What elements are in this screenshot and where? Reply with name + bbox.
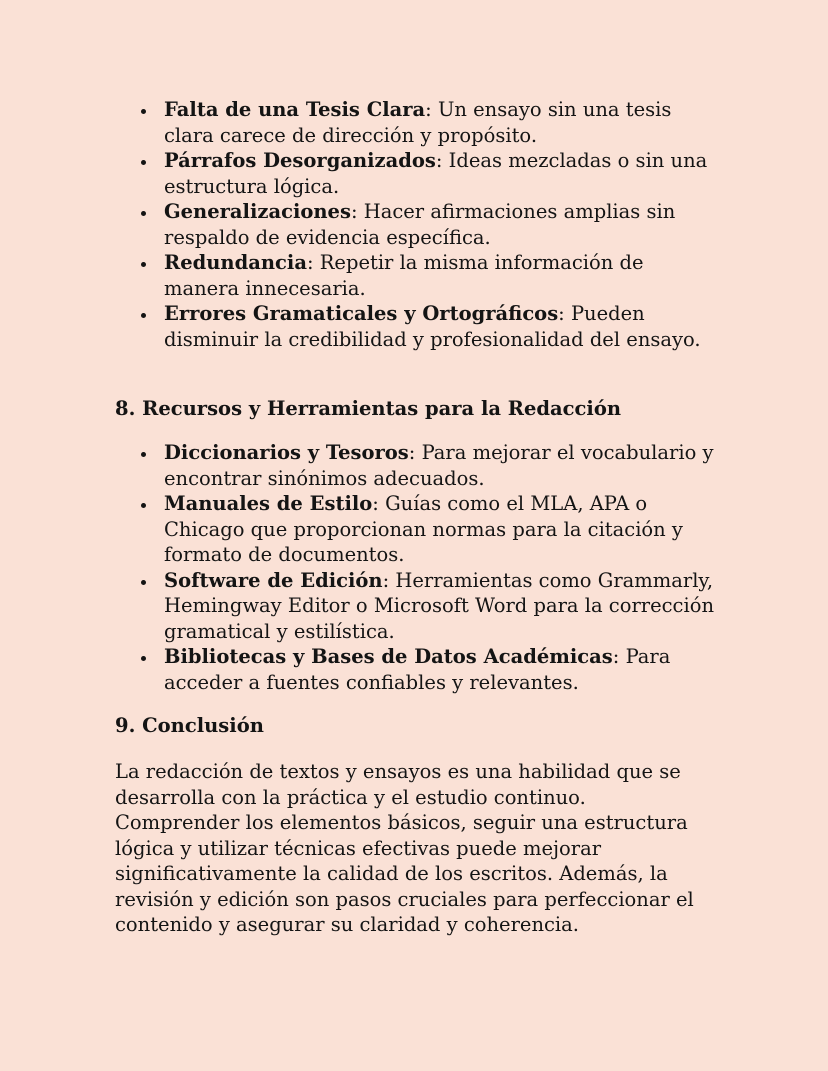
list-item-term: Errores Gramaticales y Ortográficos (164, 302, 559, 325)
bullet-icon (141, 656, 146, 661)
list-item-description: : Herramientas como Grammarly, Hemingway Editor o Microsoft Word para la corrección gramatical y estilística. (164, 568, 715, 643)
list-item-description: : Guías como el MLA, APA o Chicago que proporcionan normas para la citación y formato de documentos. (164, 492, 683, 566)
list-item (164, 440, 724, 491)
bullet-icon (141, 452, 146, 457)
list-item-description: : Para acceder a fuentes confiables y relevantes. (164, 645, 671, 694)
list-item-term: Software de Edición (164, 568, 383, 592)
list-item (164, 199, 724, 250)
list-item (164, 301, 724, 352)
list-item (164, 250, 724, 301)
list-item (164, 148, 724, 199)
list-item-description: : Pueden disminuir la credibilidad y profesionalidad del ensayo. (164, 302, 701, 351)
list-item-description: : Para mejorar el vocabulario y encontrar sinónimos adecuados. (164, 441, 714, 490)
list-item-term: Diccionarios y Tesoros (164, 441, 409, 464)
list-item (164, 644, 724, 695)
list-item-description: : Hacer afirmaciones amplias sin respaldo de evidencia específica. (164, 200, 676, 249)
list-item (164, 491, 724, 568)
conclusion-paragraph: La redacción de textos y ensayos es una habilidad que se desarrolla con la práctica y el estudio continuo. Comprender los elementos básicos, seguir una estructura lógica y utilizar técnicas efectivas puede mejorar significativamente la calidad de los escritos. Además, la revisión y edición son pasos cruciales para perfeccionar el contenido y asegurar su claridad y coherencia. (115, 760, 694, 936)
list-item-description: : Repetir la misma información de manera innecesaria. (164, 251, 644, 300)
bullet-icon (141, 313, 146, 318)
list-item-term: Párrafos Desorganizados (164, 149, 436, 172)
list-item (164, 568, 724, 645)
list-item-term: Redundancia (164, 251, 307, 274)
bullet-icon (141, 211, 146, 216)
bullet-icon (141, 503, 146, 508)
list-item-term: Falta de una Tesis Clara (164, 98, 426, 121)
common-errors-list (164, 97, 724, 352)
list-item-description: : Ideas mezcladas o sin una estructura lógica. (164, 149, 708, 198)
section-9-heading: 9. Conclusión (115, 714, 264, 737)
bullet-icon (141, 109, 146, 114)
bullet-icon (141, 160, 146, 165)
section-8-heading: 8. Recursos y Herramientas para la Redacción (115, 397, 622, 420)
resources-list (164, 440, 724, 695)
list-item (164, 97, 724, 148)
list-item-description: : Un ensayo sin una tesis clara carece de dirección y propósito. (164, 98, 672, 147)
list-item-term: Bibliotecas y Bases de Datos Académicas (164, 645, 613, 668)
bullet-icon (141, 262, 146, 267)
list-item-term: Manuales de Estilo (164, 492, 373, 515)
bullet-icon (141, 580, 146, 585)
list-item-term: Generalizaciones (164, 200, 351, 223)
